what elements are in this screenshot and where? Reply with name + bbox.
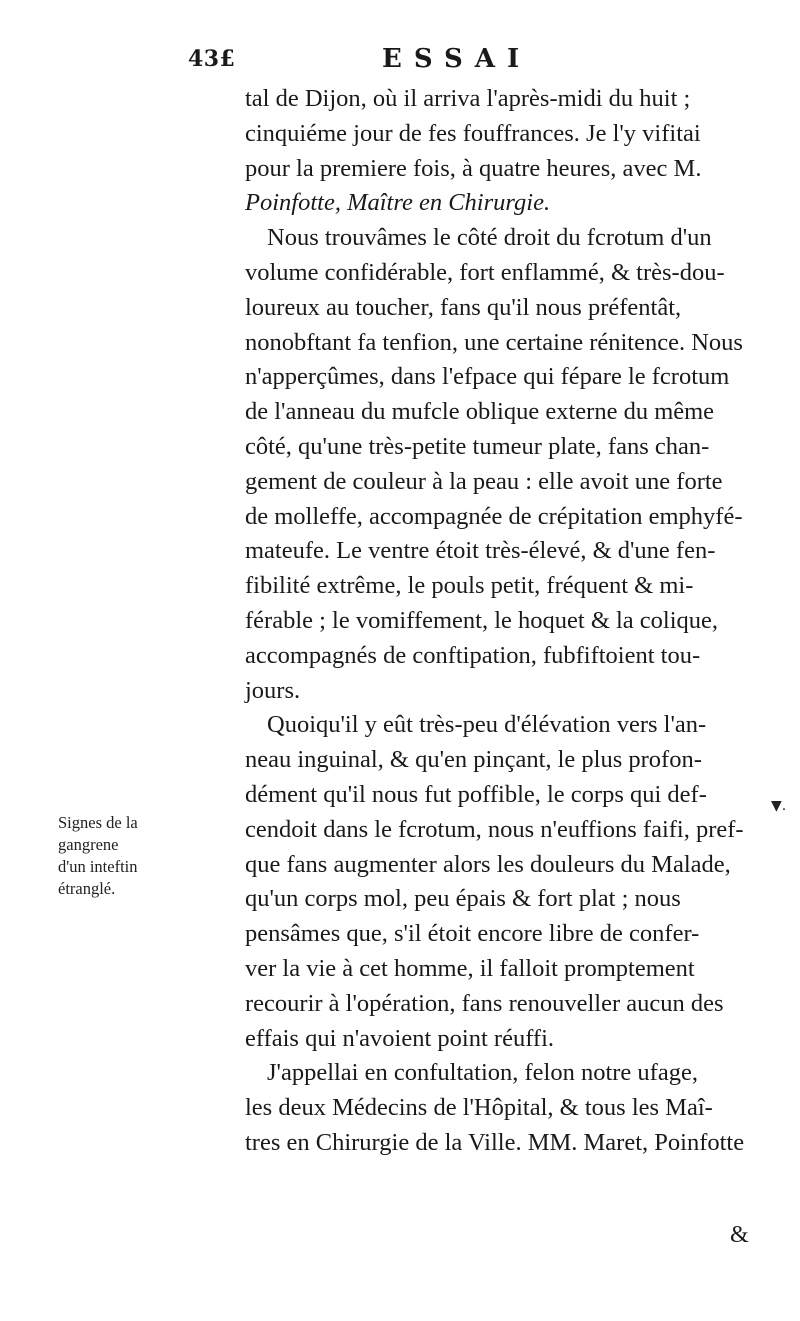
margin-note [58,812,138,900]
page-header [188,44,688,78]
text-line: neau inguinal, & qu'en pinçant, le plus profon- [245,746,702,774]
text-line: loureux au toucher, fans qu'il nous préfentât, [245,293,682,321]
text-line: dément qu'il nous fut poffible, le corps qui def- [245,780,707,808]
text-line: de l'anneau du mufcle oblique externe du même [245,398,715,426]
text-line: férable ; le vomiffement, le hoquet & la colique, [245,606,719,634]
text-line: pour la premiere fois, à quatre heures, avec M. [245,154,702,182]
text-line: jours. [245,676,301,704]
page-number: 43£ [188,46,236,72]
text-line: côté, qu'une très-petite tumeur plate, fans chan- [245,432,710,460]
text-line: recourir à l'opération, fans renouveller aucun des [245,989,724,1017]
margin-note-line: Signes de la [58,813,138,832]
text-line: ver la vie à cet homme, il falloit promptement [245,954,695,982]
text-line: fibilité extrême, le pouls petit, fréquent & mi- [245,572,694,600]
paragraph [245,82,765,221]
text-line: accompagnés de conftipation, fubfiftoient tou- [245,641,701,669]
paragraph [245,708,765,1056]
text-line: effais qui n'avoient point réuffi. [245,1024,555,1052]
text-line: pensâmes que, s'il étoit encore libre de confer- [245,920,700,948]
text-line: tres en Chirurgie de la Ville. MM. Maret, Poinfotte [245,1128,745,1156]
text-line: gement de couleur à la peau : elle avoit une forte [245,467,723,495]
text-line: de molleffe, accompagnée de crépitation emphyfé- [245,502,743,530]
text-line: Quoiqu'il y eût très-peu d'élévation vers l'an- [267,711,707,739]
text-line: n'apperçûmes, dans l'efpace qui fépare le fcrotum [245,363,730,391]
body-text [245,82,765,1161]
text-line: Nous trouvâmes le côté droit du fcrotum d'un [267,224,712,252]
text-line: les deux Médecins de l'Hôpital, & tous les Maî- [245,1094,713,1122]
text-line: nonobftant fa tenfion, une certaine rénitence. Nous [245,328,743,356]
text-line: cinquiéme jour de fes fouffrances. Je l'y vifitai [245,119,701,147]
text-line: que fans augmenter alors les douleurs du Malade, [245,850,731,878]
text-line: mateufe. Le ventre étoit très-élevé, & d'une fen- [245,537,716,565]
text-line: tal de Dijon, où il arriva l'après-midi du huit ; [245,85,691,112]
text-line: Poinfotte, Maître en Chirurgie. [245,189,551,217]
margin-mark: ▼. [771,798,787,814]
text-line: J'appellai en confultation, felon notre ufage, [267,1059,698,1087]
paragraph [245,221,765,708]
paragraph [245,1056,765,1160]
margin-note-line: gangrene [58,835,119,854]
margin-note-line: d'un inteftin [58,857,138,876]
catchword: & [730,1222,749,1248]
margin-note-line: étranglé. [58,879,116,898]
text-line: cendoit dans le fcrotum, nous n'euffions faifi, pref- [245,815,744,843]
text-line: qu'un corps mol, peu épais & fort plat ; nous [245,885,681,913]
text-line: volume confidérable, fort enflammé, & très-dou- [245,258,725,286]
running-title: ESSAI [382,44,532,74]
